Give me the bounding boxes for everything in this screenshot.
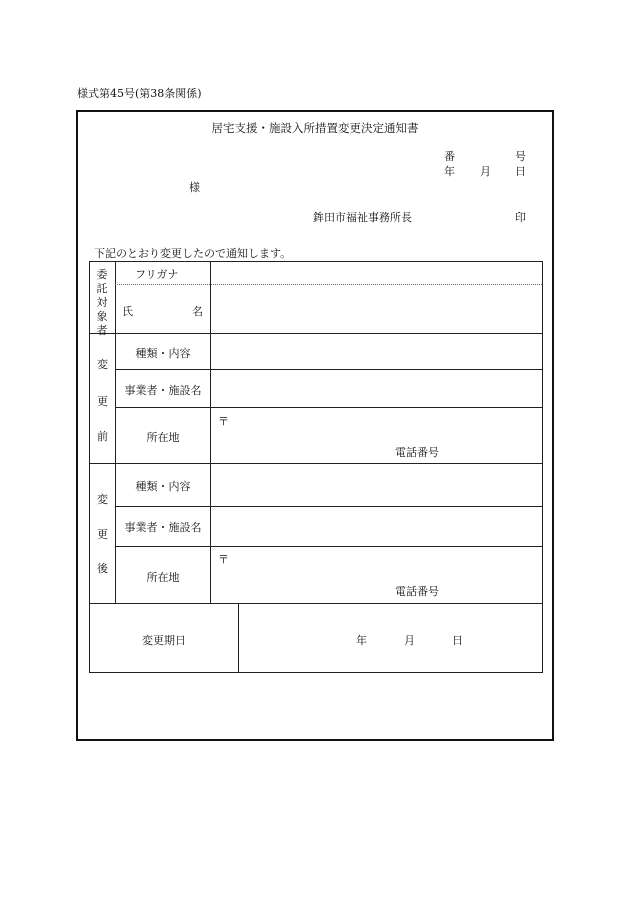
number-prefix: 番 [444,150,455,163]
subject-section-label: 委 託 対 象 者 [96,268,108,337]
date-month-label: 月 [480,165,491,178]
before-label-char-2: 更 [97,395,108,408]
after-phone-label: 電話番号 [395,585,439,598]
after-label-char-1: 変 [97,493,108,506]
document-title: 居宅支援・施設入所措置変更決定通知書 [211,121,419,135]
before-address-label: 所在地 [146,431,180,444]
change-date-field[interactable] [239,604,542,672]
name-field[interactable] [211,285,542,333]
date-day-label: 日 [515,165,526,178]
name-label-first: 氏 [122,305,133,318]
form-number-label: 様式第45号(第38条関係) [77,87,202,100]
after-address-field[interactable] [211,547,542,603]
change-date-month: 月 [404,634,415,647]
issuer-name: 鉾田市福祉事務所長 [313,211,412,224]
number-suffix: 号 [515,150,526,163]
after-provider-label: 事業者・施設名 [124,521,202,534]
after-address-label: 所在地 [146,571,180,584]
addressee-suffix: 様 [189,181,200,194]
after-label-char-2: 更 [97,528,108,541]
before-postal-mark: 〒 [218,415,229,428]
furigana-label: フリガナ [135,268,179,281]
name-label-second: 名 [192,305,203,318]
intro-text: 下記のとおり変更したので通知します。 [94,247,292,260]
after-label-char-3: 後 [97,562,108,575]
seal-mark: 印 [515,211,526,224]
before-provider-field[interactable] [211,370,542,407]
change-date-label: 変更期日 [142,634,186,647]
before-type-label: 種類・内容 [135,347,191,360]
change-date-day: 日 [452,634,463,647]
change-date-year: 年 [356,634,367,647]
after-postal-mark: 〒 [218,553,229,566]
before-label-char-1: 変 [97,358,108,371]
after-type-label: 種類・内容 [135,480,191,493]
date-year-label: 年 [444,165,455,178]
after-provider-field[interactable] [211,507,542,546]
before-label-char-3: 前 [97,430,108,443]
before-phone-label: 電話番号 [395,446,439,459]
after-type-field[interactable] [211,464,542,506]
before-provider-label: 事業者・施設名 [124,384,202,397]
before-address-field[interactable] [211,408,542,463]
furigana-field[interactable] [211,262,542,284]
before-type-field[interactable] [211,334,542,369]
